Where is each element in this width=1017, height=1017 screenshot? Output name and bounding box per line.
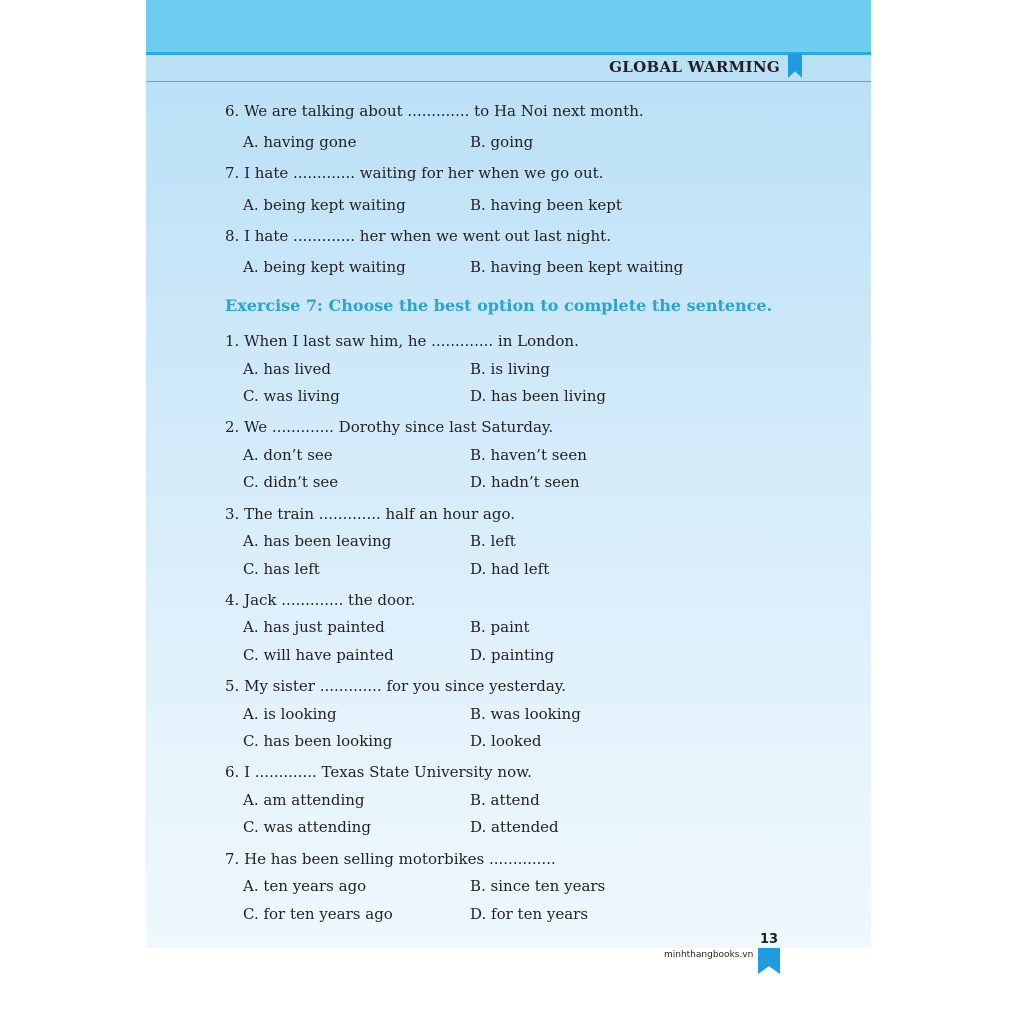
option-c: C. was living bbox=[243, 387, 340, 405]
option-a: A. has been leaving bbox=[243, 532, 392, 550]
option-a: A. am attending bbox=[243, 791, 365, 809]
option-a: A. being kept waiting bbox=[243, 258, 406, 276]
question-stem: 7. I hate ............. waiting for her when we go out. bbox=[225, 164, 604, 182]
question-stem: 4. Jack ............. the door. bbox=[225, 591, 416, 609]
question-stem: 5. My sister ............. for you since yesterday. bbox=[225, 677, 567, 695]
option-a: A. being kept waiting bbox=[243, 196, 406, 214]
option-d: D. looked bbox=[470, 732, 542, 750]
option-c: C. was attending bbox=[243, 818, 371, 836]
header-rule bbox=[146, 81, 871, 82]
option-b: B. since ten years bbox=[470, 877, 606, 895]
page-number: 13 bbox=[760, 932, 779, 947]
option-b: B. paint bbox=[470, 618, 530, 636]
option-c: C. has left bbox=[243, 560, 320, 578]
option-d: D. hadn’t seen bbox=[470, 473, 580, 491]
bookmark-icon bbox=[758, 948, 780, 974]
option-c: C. has been looking bbox=[243, 732, 393, 750]
option-b: B. left bbox=[470, 532, 516, 550]
exercise-heading: Exercise 7: Choose the best option to complete the sentence. bbox=[225, 296, 773, 315]
option-b: B. going bbox=[470, 133, 534, 151]
option-d: D. attended bbox=[470, 818, 559, 836]
option-c: C. for ten years ago bbox=[243, 905, 393, 923]
header-band bbox=[146, 0, 871, 55]
option-a: A. don’t see bbox=[243, 446, 333, 464]
option-d: D. for ten years bbox=[470, 905, 589, 923]
option-a: A. has lived bbox=[243, 360, 331, 378]
option-d: D. had left bbox=[470, 560, 550, 578]
option-b: B. attend bbox=[470, 791, 540, 809]
option-a: A. is looking bbox=[243, 705, 337, 723]
option-a: A. has just painted bbox=[243, 618, 385, 636]
question-stem: 7. He has been selling motorbikes .............. bbox=[225, 850, 556, 868]
option-b: B. is living bbox=[470, 360, 550, 378]
option-d: D. painting bbox=[470, 646, 555, 664]
question-stem: 6. I ............. Texas State University now. bbox=[225, 763, 532, 781]
option-b: B. was looking bbox=[470, 705, 581, 723]
chapter-title: GLOBAL WARMING bbox=[609, 58, 780, 76]
option-a: A. ten years ago bbox=[243, 877, 367, 895]
option-d: D. has been living bbox=[470, 387, 607, 405]
option-b: B. haven’t seen bbox=[470, 446, 587, 464]
question-stem: 8. I hate ............. her when we went out last night. bbox=[225, 227, 611, 245]
question-stem: 3. The train ............. half an hour ago. bbox=[225, 505, 515, 523]
question-stem: 1. When I last saw him, he ............. in London. bbox=[225, 332, 579, 350]
option-c: C. didn’t see bbox=[243, 473, 339, 491]
option-b: B. having been kept bbox=[470, 196, 622, 214]
option-a: A. having gone bbox=[243, 133, 357, 151]
option-c: C. will have painted bbox=[243, 646, 394, 664]
question-stem: 2. We ............. Dorothy since last Saturday. bbox=[225, 418, 554, 436]
question-stem: 6. We are talking about ............. to Ha Noi next month. bbox=[225, 102, 644, 120]
publisher-website: minhthangbooks.vn bbox=[664, 950, 754, 960]
bookmark-icon bbox=[788, 54, 802, 78]
option-b: B. having been kept waiting bbox=[470, 258, 684, 276]
